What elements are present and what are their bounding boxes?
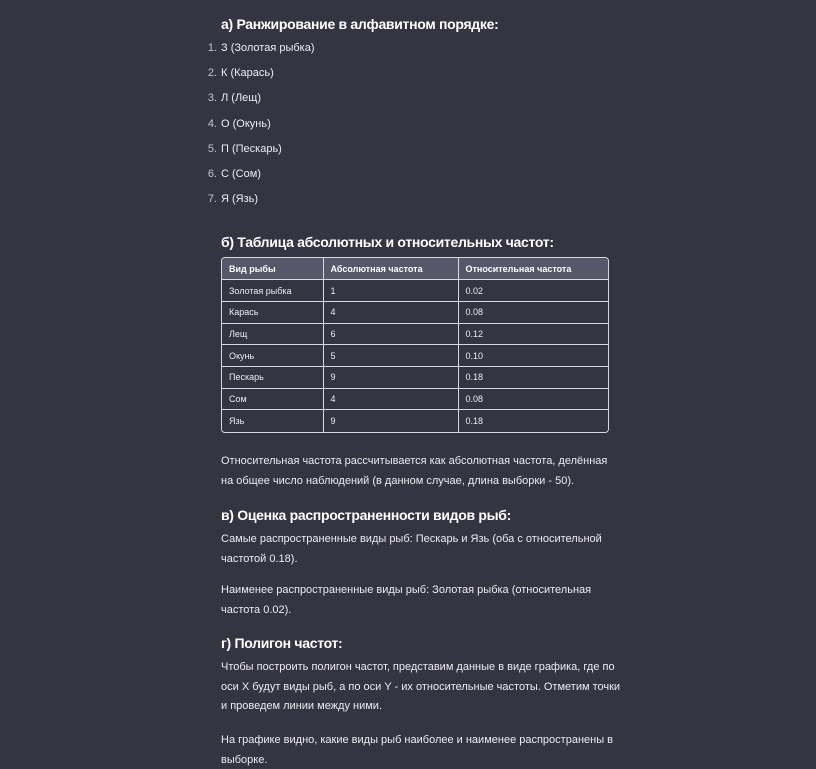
section-d-heading: г) Полигон частот: — [221, 635, 343, 651]
column-header-absolute: Абсолютная частота — [323, 258, 458, 280]
section-a-heading: а) Ранжирование в алфавитном порядке: — [221, 16, 499, 32]
list-item: 4. О (Окунь) — [207, 117, 271, 130]
frequency-table — [221, 257, 609, 433]
table-header-row — [222, 258, 608, 280]
section-c-heading: в) Оценка распространенности видов рыб: — [221, 507, 511, 523]
table-row: Лещ 6 0.12 — [222, 323, 608, 345]
list-item: 6. С (Сом) — [207, 167, 261, 180]
list-item: 7. Я (Язь) — [207, 193, 259, 206]
list-item: 3. Л (Лещ) — [207, 92, 261, 105]
relative-frequency-note: Относительная частота рассчитывается как абсолютная частота, делённая на общее число наблюдений (в данном случае, длина выборки - 50). — [221, 455, 608, 487]
table-row: Карась 4 0.08 — [222, 301, 608, 323]
table-row: Золотая рыбка 1 0.02 — [222, 280, 608, 302]
polygon-conclusion-paragraph: На графике видно, какие виды рыб наиболее и наименее распространены в выборке. — [221, 734, 614, 766]
alphabetical-ranking-list — [201, 36, 501, 212]
table-row: Сом 4 0.08 — [222, 388, 608, 410]
column-header-species: Вид рыбы — [222, 258, 323, 280]
most-common-paragraph: Самые распространенные виды рыб: Пескарь и Язь (оба с относительной частотой 0.18). — [221, 533, 602, 565]
list-item: 2. К (Карась) — [207, 67, 274, 80]
table-row: Язь 9 0.18 — [222, 410, 608, 432]
column-header-relative: Относительная частота — [458, 258, 608, 280]
list-item: 5. П (Пескарь) — [207, 142, 282, 155]
table-row: Пескарь 9 0.18 — [222, 366, 608, 388]
polygon-description-paragraph: Чтобы построить полигон частот, представим данные в виде графика, где по оси X будут виды рыб, а по оси Y - их относительные частоты. Отметим точки и проведем линии между ними. — [221, 661, 621, 712]
section-b-heading: б) Таблица абсолютных и относительных частот: — [221, 234, 554, 250]
list-item: 1. З (Золотая рыбка) — [207, 42, 315, 54]
table-row: Окунь 5 0.10 — [222, 345, 608, 367]
least-common-paragraph: Наименее распространенные виды рыб: Золотая рыбка (относительная частота 0.02). — [221, 584, 592, 616]
